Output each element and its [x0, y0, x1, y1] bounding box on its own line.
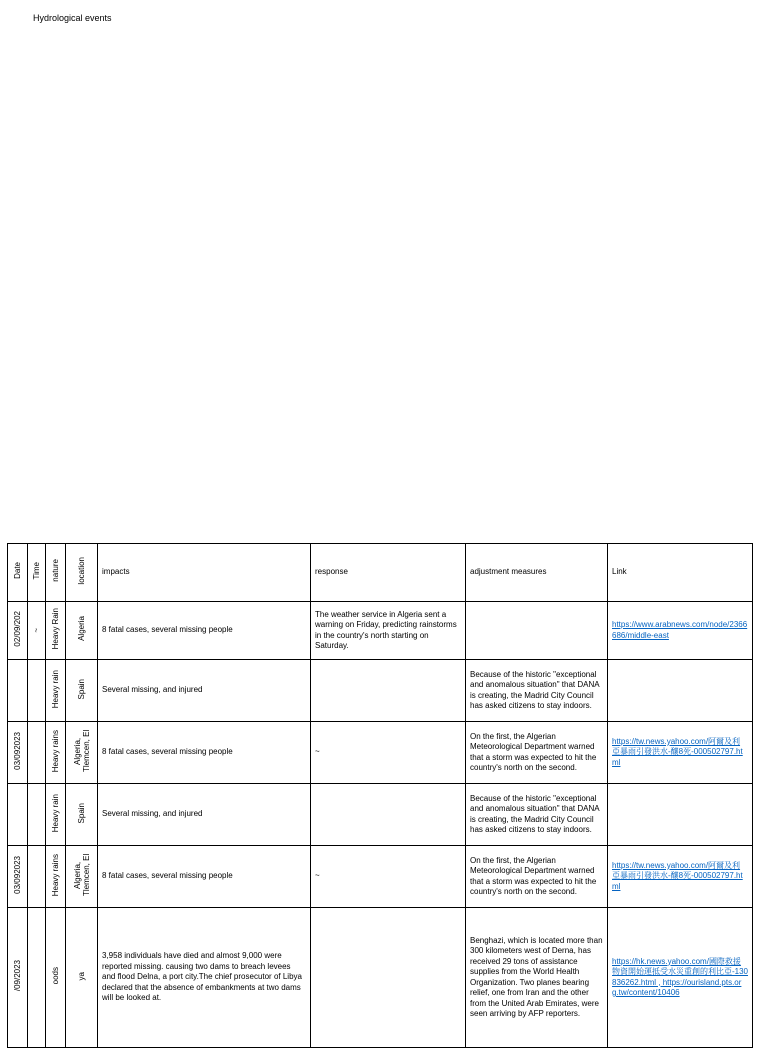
- cell-time: [28, 846, 46, 908]
- header-impacts: impacts: [98, 544, 311, 602]
- header-row: [8, 544, 753, 602]
- cell-time: [28, 908, 46, 1048]
- cell-link: [608, 784, 753, 846]
- cell-location: ya: [66, 908, 98, 1048]
- cell-impacts: Several missing, and injured: [98, 784, 311, 846]
- cell-response: [311, 784, 466, 846]
- cell-time: [28, 784, 46, 846]
- cell-link: [608, 660, 753, 722]
- source-link[interactable]: https://tw.news.yahoo.com/阿爾及利亞暴雨引發洪水-釀8死-000502797.html: [612, 860, 743, 891]
- header-time: Time: [28, 544, 46, 602]
- cell-date: 03/092023: [8, 722, 28, 784]
- header-location: location: [66, 544, 98, 602]
- cell-nature: oods: [46, 908, 66, 1048]
- cell-time: [28, 722, 46, 784]
- cell-time: [28, 660, 46, 722]
- header-nature: nature: [46, 544, 66, 602]
- page-title: Hydrological events: [33, 13, 112, 23]
- cell-date: [8, 784, 28, 846]
- cell-link: [608, 722, 753, 784]
- cell-response: ~: [311, 846, 466, 908]
- cell-impacts: 8 fatal cases, several missing people: [98, 722, 311, 784]
- cell-date: 03/092023: [8, 846, 28, 908]
- source-link[interactable]: https://hk.news.yahoo.com/國際救援物資開始運抵受水災重創的利比亞-130836262.html , https://ourisland.pts.org.tw/content/10406: [612, 956, 749, 997]
- cell-date: [8, 660, 28, 722]
- cell-adjustment: Benghazi, which is located more than 300 kilometers west of Derna, has received 29 tons of assistance supplies from the World Health Organization. Two planes bearing relief, one from Iran and the other from the United Arab Emirates, were seen arriving by AFP reporters.: [466, 908, 608, 1048]
- header-date: Date: [8, 544, 28, 602]
- header-adjustment: adjustment measures: [466, 544, 608, 602]
- cell-response: ~: [311, 722, 466, 784]
- source-link[interactable]: https://tw.news.yahoo.com/阿爾及利亞暴雨引發洪水-釀8死-000502797.html: [612, 736, 743, 767]
- cell-link: [608, 908, 753, 1048]
- cell-adjustment: Because of the historic "exceptional and anomalous situation" that DANA is creating, the Madrid City Council has asked citizens to stay indoors.: [466, 784, 608, 846]
- source-link[interactable]: https://www.arabnews.com/node/2366686/middle-east: [612, 620, 748, 640]
- cell-response: [311, 660, 466, 722]
- cell-adjustment: [466, 602, 608, 660]
- cell-location: Algeria: [66, 602, 98, 660]
- cell-response: [311, 908, 466, 1048]
- cell-adjustment: On the first, the Algerian Meteorological Department warned that a storm was expected to hit the country's north on the second.: [466, 722, 608, 784]
- cell-location: Spain: [66, 784, 98, 846]
- cell-link: [608, 602, 753, 660]
- table-row: [8, 846, 753, 908]
- cell-location: Algeria, Tlemcen, El: [66, 722, 98, 784]
- cell-adjustment: On the first, the Algerian Meteorological Department warned that a storm was expected to hit the country's north on the second.: [466, 846, 608, 908]
- header-link: Link: [608, 544, 753, 602]
- cell-time: ~: [28, 602, 46, 660]
- cell-impacts: Several missing, and injured: [98, 660, 311, 722]
- cell-impacts: 8 fatal cases, several missing people: [98, 602, 311, 660]
- cell-nature: Heavy rain: [46, 660, 66, 722]
- cell-impacts: 3,958 individuals have died and almost 9,000 were reported missing. causing two dams to breach levees and flood Delna, a port city.The chief prosecutor of Libya declared that the absence of embankments at two dams will be looked at.: [98, 908, 311, 1048]
- table-row: [8, 602, 753, 660]
- cell-response: The weather service in Algeria sent a warning on Friday, predicting rainstorms in the country's north starting on Saturday.: [311, 602, 466, 660]
- cell-nature: Heavy rains: [46, 722, 66, 784]
- cell-nature: Heavy Rain: [46, 602, 66, 660]
- table-row: [8, 908, 753, 1048]
- cell-date: /09/2023: [8, 908, 28, 1048]
- cell-nature: Heavy rain: [46, 784, 66, 846]
- table-row: [8, 722, 753, 784]
- events-table: [7, 543, 753, 1048]
- cell-adjustment: Because of the historic "exceptional and anomalous situation" that DANA is creating, the Madrid City Council has asked citizens to stay indoors.: [466, 660, 608, 722]
- table-row: [8, 784, 753, 846]
- table-row: [8, 660, 753, 722]
- header-response: response: [311, 544, 466, 602]
- cell-location: Algeria, Tlemcen, El: [66, 846, 98, 908]
- cell-nature: Heavy rains: [46, 846, 66, 908]
- cell-location: Spain: [66, 660, 98, 722]
- cell-date: 02/09/202: [8, 602, 28, 660]
- cell-link: [608, 846, 753, 908]
- cell-impacts: 8 fatal cases, several missing people: [98, 846, 311, 908]
